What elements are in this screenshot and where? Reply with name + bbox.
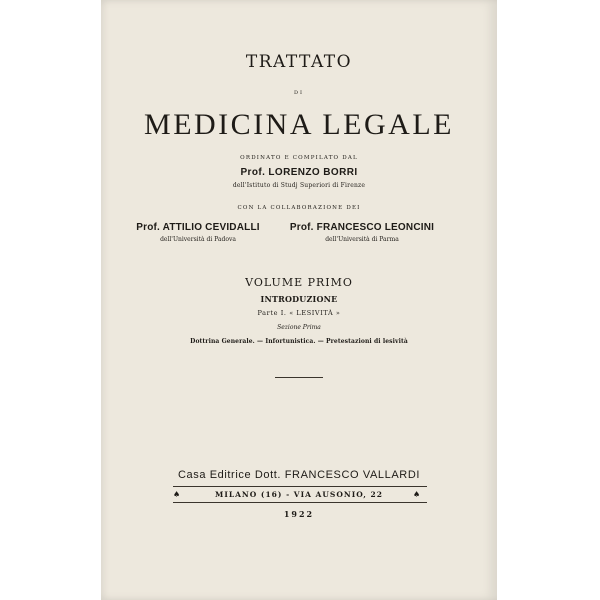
collaboration-label: CON LA COLLABORAZIONE DEI bbox=[237, 205, 361, 211]
collaborator-1-affiliation: dell'Università di Padova bbox=[160, 236, 236, 243]
divider-bottom bbox=[173, 502, 427, 503]
volume-label: VOLUME PRIMO bbox=[245, 276, 353, 289]
collaborator-1-name: Prof. ATTILIO CEVIDALLI bbox=[136, 222, 260, 233]
introduction-label: INTRODUZIONE bbox=[260, 294, 338, 304]
editor-name: Prof. LORENZO BORRI bbox=[240, 167, 358, 178]
title-page bbox=[101, 0, 497, 600]
contents-label: Dottrina Generale. — Infortunistica. — Pretestazioni di lesività bbox=[190, 338, 408, 345]
publisher-address: MILANO (16) - VIA AUSONIO, 22 bbox=[215, 490, 383, 499]
publication-year: 1922 bbox=[283, 509, 315, 519]
spade-ornament-icon: ♠ bbox=[413, 490, 421, 499]
collaborator-2 bbox=[277, 222, 447, 243]
spade-ornament-icon: ♠ bbox=[173, 490, 181, 499]
divider-short bbox=[275, 377, 323, 378]
collaborator-2-affiliation: dell'Università di Parma bbox=[325, 236, 399, 243]
title-di: DI bbox=[294, 90, 304, 96]
divider-top bbox=[173, 486, 427, 487]
editor-affiliation: dell'Istituto di Studj Superiori di Firenze bbox=[232, 182, 366, 189]
compiled-by-label: ORDINATO E COMPILATO DAL bbox=[240, 155, 358, 161]
main-title: MEDICINA LEGALE bbox=[144, 108, 454, 141]
section-label: Sezione Prima bbox=[277, 324, 321, 331]
collaborator-2-name: Prof. FRANCESCO LEONCINI bbox=[289, 222, 435, 233]
publisher-name: Casa Editrice Dott. FRANCESCO VALLARDI bbox=[177, 469, 421, 481]
part-label: Parte I. « LESIVITÀ » bbox=[257, 309, 341, 317]
collaborator-1 bbox=[123, 222, 273, 243]
title-trattato: TRATTATO bbox=[245, 52, 353, 72]
